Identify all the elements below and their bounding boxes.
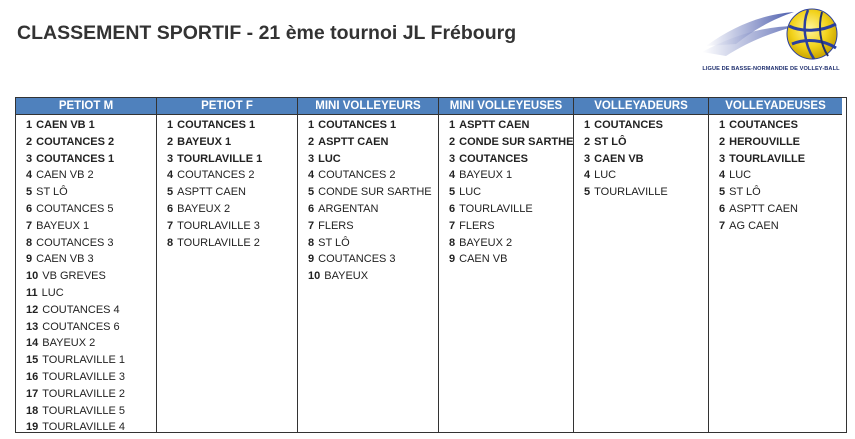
rank-number: 2 — [449, 135, 456, 148]
rank-number: 15 — [26, 354, 39, 367]
rank-number: 2 — [167, 135, 174, 148]
team-name: HEROUVILLE — [729, 135, 801, 148]
team-name: COUTANCES 1 — [36, 152, 115, 165]
rank-number: 3 — [719, 152, 726, 165]
team-name: BAYEUX — [324, 270, 369, 283]
ranking-row — [16, 352, 156, 369]
ranking-row — [574, 151, 708, 168]
rank-number: 8 — [449, 236, 456, 249]
ranking-row — [574, 167, 708, 184]
team-name: CAEN VB 3 — [36, 253, 94, 266]
rank-number: 18 — [26, 404, 39, 417]
team-name: FLERS — [459, 219, 495, 232]
team-name: COUTANCES 1 — [177, 119, 256, 131]
rank-number: 6 — [449, 202, 456, 215]
ranking-row — [157, 151, 297, 168]
ranking-row — [574, 134, 708, 151]
ranking-row — [439, 151, 573, 168]
rank-number: 8 — [26, 236, 33, 249]
ranking-row — [574, 184, 708, 201]
rank-number: 6 — [167, 202, 174, 215]
rank-number: 5 — [308, 186, 315, 199]
ranking-row — [16, 218, 156, 235]
ranking-row — [298, 201, 438, 218]
ranking-row — [298, 251, 438, 268]
team-name: LUC — [318, 152, 341, 165]
ranking-row — [298, 117, 438, 134]
rank-number: 5 — [449, 186, 456, 199]
rank-number: 19 — [26, 421, 39, 434]
ranking-row — [298, 134, 438, 151]
ranking-row — [439, 218, 573, 235]
team-name: COUTANCES 2 — [318, 169, 396, 182]
category-column — [298, 98, 439, 432]
ranking-row — [709, 184, 842, 201]
rank-number: 16 — [26, 370, 39, 383]
rank-number: 12 — [26, 303, 39, 316]
rank-number: 6 — [719, 202, 726, 215]
ranking-row — [439, 184, 573, 201]
team-name: LUC — [459, 186, 482, 199]
ranking-row — [157, 201, 297, 218]
rank-number: 2 — [719, 135, 726, 148]
team-name: TOURLAVILLE — [459, 202, 533, 215]
team-name: BAYEUX 2 — [177, 202, 231, 215]
team-name: COUTANCES — [729, 119, 798, 131]
rank-number: 2 — [26, 135, 33, 148]
team-name: TOURLAVILLE 5 — [42, 404, 125, 417]
team-name: COUTANCES — [459, 152, 528, 165]
team-name: COUTANCES 2 — [36, 135, 115, 148]
team-name: COUTANCES 1 — [318, 119, 397, 131]
rank-number: 1 — [584, 119, 591, 131]
rank-number: 2 — [308, 135, 315, 148]
team-name: BAYEUX 2 — [459, 236, 513, 249]
ranking-row — [16, 117, 156, 134]
ranking-row — [16, 201, 156, 218]
ranking-row — [157, 134, 297, 151]
team-name: CAEN VB — [594, 152, 644, 165]
rank-number: 1 — [719, 119, 726, 131]
ranking-row — [157, 218, 297, 235]
team-name: COUTANCES 3 — [36, 236, 114, 249]
ranking-list — [709, 115, 842, 235]
team-name: BAYEUX 1 — [459, 169, 513, 182]
ranking-row — [709, 201, 842, 218]
team-name: ARGENTAN — [318, 202, 379, 215]
rank-number: 7 — [26, 219, 33, 232]
ranking-row — [16, 335, 156, 352]
team-name: TOURLAVILLE 1 — [177, 152, 263, 165]
team-name: BAYEUX 1 — [36, 219, 90, 232]
team-name: TOURLAVILLE 2 — [177, 236, 260, 249]
rank-number: 3 — [26, 152, 33, 165]
ranking-row — [16, 403, 156, 420]
team-name: CONDE SUR SARTHE — [459, 135, 574, 148]
ranking-row — [157, 184, 297, 201]
rank-number: 3 — [167, 152, 174, 165]
team-name: LUC — [41, 286, 64, 299]
ranking-list — [298, 115, 438, 285]
rank-number: 11 — [26, 286, 38, 299]
ranking-row — [709, 167, 842, 184]
rank-number: 10 — [308, 270, 321, 283]
ranking-row — [16, 369, 156, 386]
ranking-row — [298, 151, 438, 168]
team-name: TOURLAVILLE — [594, 186, 668, 199]
rank-number: 1 — [308, 119, 315, 131]
ranking-row — [574, 117, 708, 134]
team-name: TOURLAVILLE 3 — [42, 370, 125, 383]
ranking-row — [16, 319, 156, 336]
rank-number: 7 — [719, 219, 726, 232]
rank-number: 4 — [719, 169, 726, 182]
team-name: LUC — [594, 169, 617, 182]
rank-number: 7 — [167, 219, 174, 232]
ranking-row — [298, 184, 438, 201]
team-name: BAYEUX 1 — [177, 135, 232, 148]
ranking-row — [709, 134, 842, 151]
rank-number: 4 — [584, 169, 591, 182]
team-name: COUTANCES 2 — [177, 169, 255, 182]
rank-number: 6 — [308, 202, 315, 215]
rank-number: 5 — [26, 186, 33, 199]
team-name: TOURLAVILLE 1 — [42, 354, 125, 367]
rank-number: 17 — [26, 387, 39, 400]
ranking-row — [439, 251, 573, 268]
team-name: TOURLAVILLE 4 — [42, 421, 125, 434]
ranking-list — [16, 115, 156, 436]
team-name: CAEN VB 2 — [36, 169, 94, 182]
rank-number: 13 — [26, 320, 39, 333]
standings-table — [15, 97, 847, 433]
rank-number: 2 — [584, 135, 591, 148]
team-name: COUTANCES 6 — [42, 320, 120, 333]
category-header: PETIOT M — [16, 98, 156, 115]
category-column — [439, 98, 574, 432]
ranking-row — [16, 184, 156, 201]
ranking-row — [16, 235, 156, 252]
ranking-row — [439, 117, 573, 134]
category-header: VOLLEYADEURS — [574, 98, 708, 115]
rank-number: 14 — [26, 337, 39, 350]
team-name: COUTANCES 3 — [318, 253, 396, 266]
team-name: ASPTT CAEN — [318, 135, 389, 148]
ranking-row — [16, 285, 156, 302]
rank-number: 4 — [26, 169, 33, 182]
category-header: MINI VOLLEYEURS — [298, 98, 438, 115]
ranking-row — [439, 134, 573, 151]
ranking-row — [16, 386, 156, 403]
team-name: VB GREVES — [42, 270, 106, 283]
ranking-row — [439, 167, 573, 184]
ranking-row — [439, 201, 573, 218]
category-column — [574, 98, 709, 432]
rank-number: 3 — [584, 152, 591, 165]
category-header: VOLLEYADEUSES — [709, 98, 842, 115]
ranking-row — [157, 167, 297, 184]
rank-number: 4 — [167, 169, 174, 182]
team-name: TOURLAVILLE 2 — [42, 387, 125, 400]
ranking-row — [157, 235, 297, 252]
rank-number: 10 — [26, 270, 39, 283]
league-logo — [696, 4, 846, 76]
ranking-list — [157, 115, 297, 251]
team-name: CAEN VB 1 — [36, 119, 95, 131]
rank-number: 3 — [308, 152, 315, 165]
team-name: ASPTT CAEN — [729, 202, 798, 215]
team-name: AG CAEN — [729, 219, 779, 232]
team-name: BAYEUX 2 — [42, 337, 96, 350]
ranking-row — [16, 268, 156, 285]
team-name: ASPTT CAEN — [459, 119, 530, 131]
team-name: ST LÔ — [594, 135, 627, 148]
ranking-list — [439, 115, 573, 268]
ranking-row — [16, 251, 156, 268]
rank-number: 5 — [719, 186, 726, 199]
rank-number: 9 — [449, 253, 456, 266]
rank-number: 1 — [449, 119, 456, 131]
team-name: ASPTT CAEN — [177, 186, 246, 199]
team-name: CONDE SUR SARTHE — [318, 186, 432, 199]
ranking-row — [16, 151, 156, 168]
ranking-row — [298, 235, 438, 252]
ranking-row — [709, 117, 842, 134]
ranking-row — [157, 117, 297, 134]
rank-number: 4 — [308, 169, 315, 182]
page-title: CLASSEMENT SPORTIF - 21 ème tournoi JL Frébourg — [17, 22, 517, 44]
rank-number: 9 — [308, 253, 315, 266]
logo-caption: LIGUE DE BASSE-NORMANDIE DE VOLLEY-BALL — [702, 66, 840, 72]
rank-number: 4 — [449, 169, 456, 182]
team-name: LUC — [729, 169, 752, 182]
rank-number: 1 — [26, 119, 33, 131]
rank-number: 9 — [26, 253, 33, 266]
ranking-row — [709, 218, 842, 235]
ranking-row — [298, 167, 438, 184]
team-name: TOURLAVILLE 3 — [177, 219, 260, 232]
team-name: TOURLAVILLE — [729, 152, 806, 165]
ranking-row — [16, 167, 156, 184]
ranking-list — [574, 115, 708, 201]
rank-number: 5 — [167, 186, 174, 199]
rank-number: 5 — [584, 186, 591, 199]
team-name: COUTANCES 5 — [36, 202, 114, 215]
team-name: ST LÔ — [36, 186, 68, 199]
ranking-row — [16, 134, 156, 151]
category-header: PETIOT F — [157, 98, 297, 115]
team-name: CAEN VB — [459, 253, 508, 266]
rank-number: 6 — [26, 202, 33, 215]
category-column — [709, 98, 842, 432]
ranking-row — [298, 268, 438, 285]
ranking-row — [709, 151, 842, 168]
category-column — [16, 98, 157, 432]
rank-number: 7 — [449, 219, 456, 232]
rank-number: 1 — [167, 119, 174, 131]
volleyball-logo-icon — [696, 4, 846, 66]
category-column — [157, 98, 298, 432]
rank-number: 8 — [167, 236, 174, 249]
ranking-row — [298, 218, 438, 235]
ranking-row — [439, 235, 573, 252]
team-name: FLERS — [318, 219, 354, 232]
ranking-row — [16, 419, 156, 436]
ranking-row — [16, 302, 156, 319]
rank-number: 8 — [308, 236, 315, 249]
rank-number: 7 — [308, 219, 315, 232]
category-header: MINI VOLLEYEUSES — [439, 98, 573, 115]
team-name: COUTANCES — [594, 119, 663, 131]
team-name: COUTANCES 4 — [42, 303, 120, 316]
rank-number: 3 — [449, 152, 456, 165]
team-name: ST LÔ — [318, 236, 350, 249]
team-name: ST LÔ — [729, 186, 761, 199]
